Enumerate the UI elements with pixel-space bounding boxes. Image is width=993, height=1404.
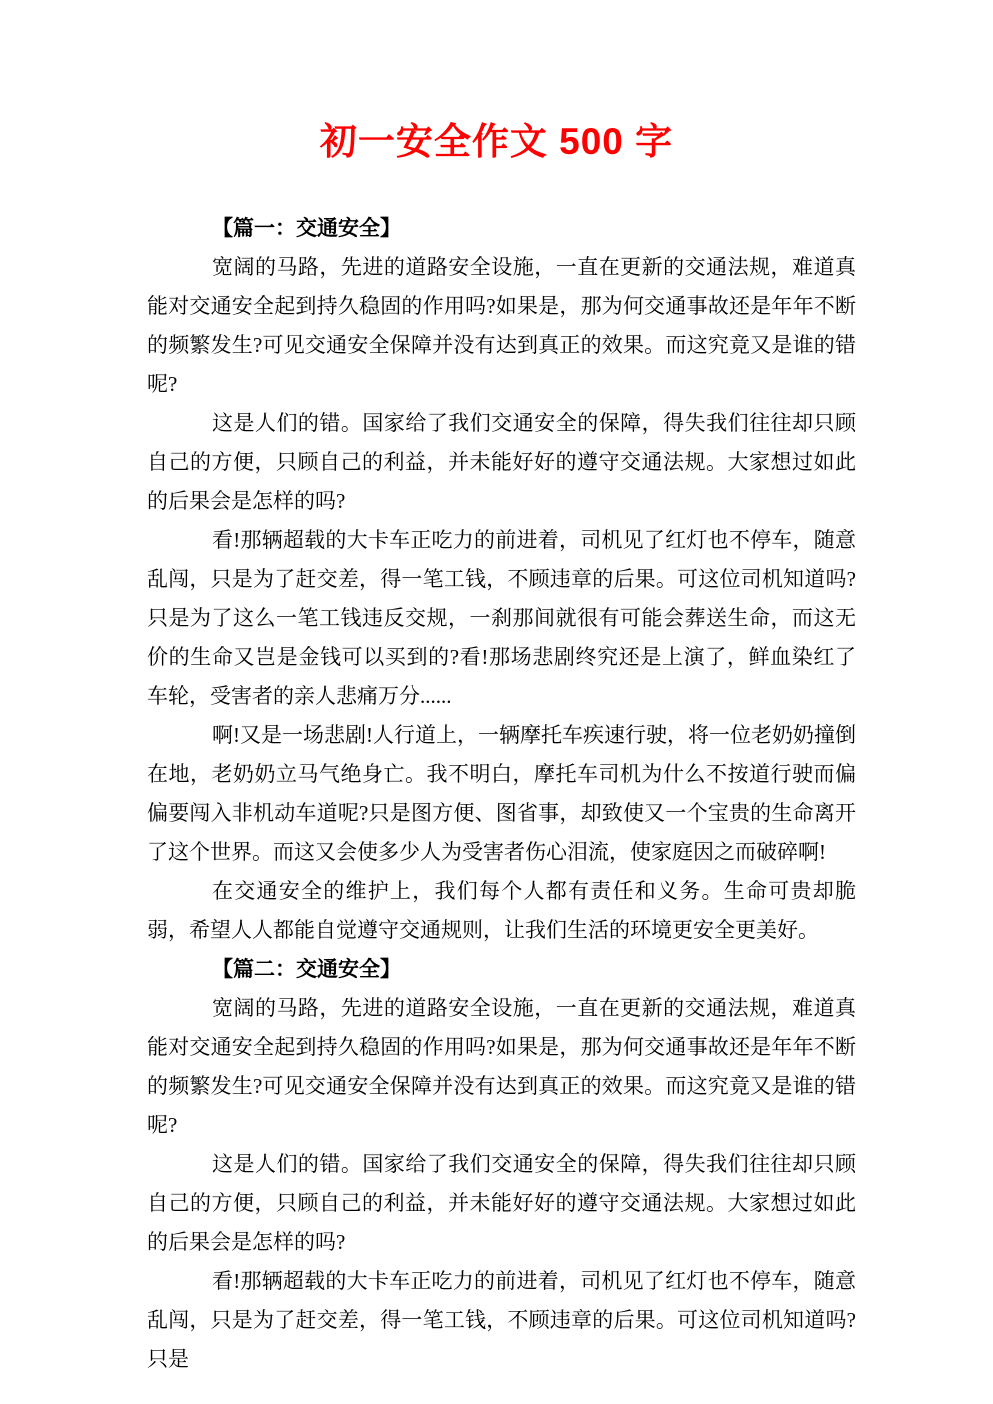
section-1-heading: 【篇一：交通安全】: [212, 216, 401, 240]
section-1-paragraph-4: 啊!又是一场悲剧!人行道上，一辆摩托车疾速行驶，将一位老奶奶撞倒在地，老奶奶立马气绝身亡。我不明白，摩托车司机为什么不按道行驶而偏偏要闯入非机动车道呢?只是图方便、图省事，却致使又一个宝贵的生命离开了这个世界。而这又会使多少人为受害者伤心泪流，使家庭因之而破碎啊!: [147, 723, 856, 864]
section-1-paragraph-3: 看!那辆超载的大卡车正吃力的前进着，司机见了红灯也不停车，随意乱闯，只是为了赶交差，得一笔工钱，不顾违章的后果。可这位司机知道吗?只是为了这么一笔工钱违反交规，一刹那间就很有可能会葬送生命，而这无价的生命又岂是金钱可以买到的?看!那场悲剧终究还是上演了，鲜血染红了车轮，受害者的亲人悲痛万分......: [147, 528, 856, 708]
section-1-paragraph-5: 在交通安全的维护上，我们每个人都有责任和义务。生命可贵却脆弱，希望人人都能自觉遵守交通规则，让我们生活的环境更安全更美好。: [147, 879, 856, 942]
section-2-paragraph-3: 看!那辆超载的大卡车正吃力的前进着，司机见了红灯也不停车，随意乱闯，只是为了赶交差，得一笔工钱，不顾违章的后果。可这位司机知道吗?只是: [147, 1269, 856, 1371]
section-1-paragraph-2: 这是人们的错。国家给了我们交通安全的保障，得失我们往往却只顾自己的方便，只顾自己的利益，并未能好好的遵守交通法规。大家想过如此的后果会是怎样的吗?: [147, 411, 856, 513]
section-2-heading: 【篇二：交通安全】: [212, 957, 401, 981]
section-2-paragraph-2: 这是人们的错。国家给了我们交通安全的保障，得失我们往往却只顾自己的方便，只顾自己的利益，并未能好好的遵守交通法规。大家想过如此的后果会是怎样的吗?: [147, 1152, 856, 1254]
document-title: 初一安全作文 500 字: [319, 121, 674, 162]
document-body: [147, 209, 856, 1379]
section-1-paragraph-1: 宽阔的马路，先进的道路安全设施，一直在更新的交通法规，难道真能对交通安全起到持久稳固的作用吗?如果是，那为何交通事故还是年年不断的频繁发生?可见交通安全保障并没有达到真正的效果。而这究竟又是谁的错呢?: [147, 255, 856, 396]
section-2-paragraph-1: 宽阔的马路，先进的道路安全设施，一直在更新的交通法规，难道真能对交通安全起到持久稳固的作用吗?如果是，那为何交通事故还是年年不断的频繁发生?可见交通安全保障并没有达到真正的效果。而这究竟又是谁的错呢?: [147, 996, 856, 1137]
